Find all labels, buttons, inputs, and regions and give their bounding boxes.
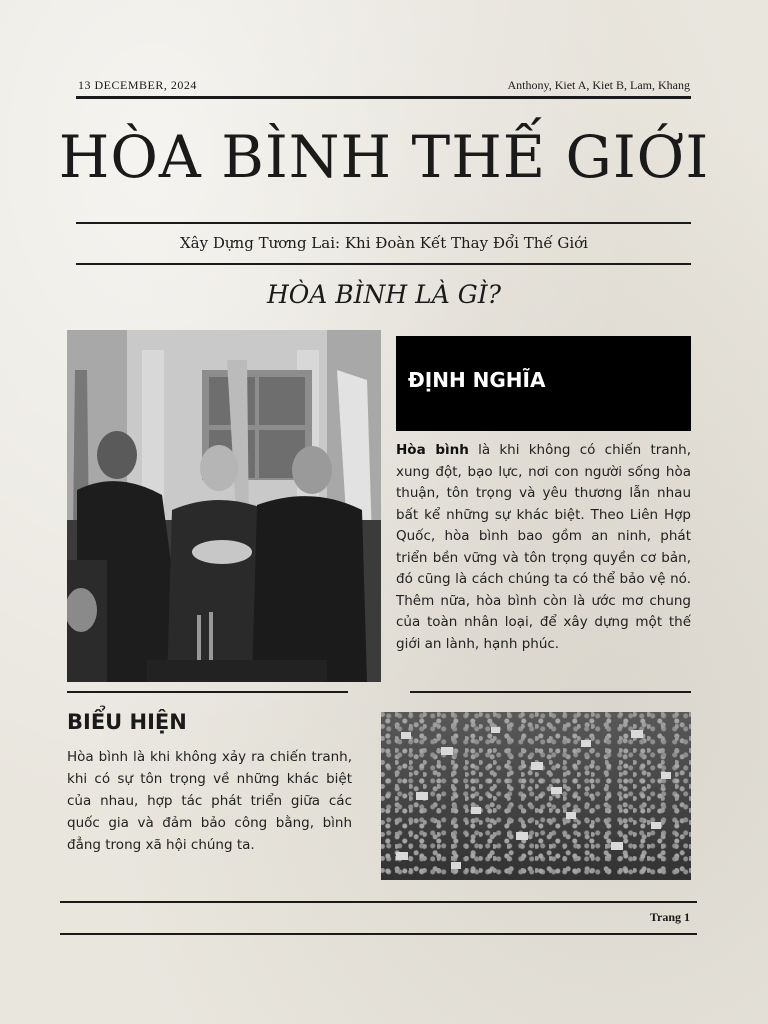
crowd-illustration xyxy=(381,712,691,880)
left-column-rule xyxy=(67,691,348,693)
expression-body: Hòa bình là khi không xảy ra chiến tranh, khi có sự tôn trọng về những khác biệt của nhau, hợp tác phát triển giữa các quốc gia và đảm bảo công bằng, bình đẳng trong xã hội chúng ta. xyxy=(67,749,352,853)
crowd-photo xyxy=(381,712,691,880)
definition-heading-box xyxy=(396,336,691,431)
section-question: HÒA BÌNH LÀ GÌ? xyxy=(266,280,502,309)
masthead-title: HÒA BÌNH THẾ GIỚI xyxy=(58,123,710,191)
definition-lead: Hòa bình xyxy=(396,442,469,458)
footer-rule-top xyxy=(60,901,697,903)
definition-body: là khi không có chiến tranh, xung đột, bạo lực, nơi con người sống hòa thuận, tôn trọng và yêu thương lẫn nhau bất kể những sự khác biệt. Theo Liên Hợp Quốc, hòa bình bao gồm an ninh, phát triển bền vững và tôn trọng quyền cơ bản, đó cũng là cách chúng ta có thể bảo vệ nó. Thêm nữa, hòa bình còn là ước mơ chung của toàn nhân loại, để xây dựng một thế giới an lành, hạnh phúc. xyxy=(396,442,691,652)
issue-date: 13 DECEMBER, 2024 xyxy=(78,78,197,92)
right-column-rule xyxy=(410,691,691,693)
definition-title: ĐỊNH NGHĨA xyxy=(408,368,546,392)
expression-title: BIỂU HIỆN xyxy=(67,710,187,734)
masthead-subtitle: Xây Dựng Tương Lai: Khi Đoàn Kết Thay Đổi Thế Giới xyxy=(180,234,588,252)
authors: Anthony, Kiet A, Kiet B, Lam, Khang xyxy=(507,78,690,92)
masthead-rule-top xyxy=(76,222,691,224)
handshake-photo xyxy=(67,330,381,682)
definition-text xyxy=(396,440,691,655)
footer-rule-bottom xyxy=(60,933,697,935)
masthead-rule-bottom xyxy=(76,263,691,265)
handshake-illustration xyxy=(67,330,381,682)
header-rule xyxy=(76,96,691,99)
page-number: Trang 1 xyxy=(649,910,690,924)
